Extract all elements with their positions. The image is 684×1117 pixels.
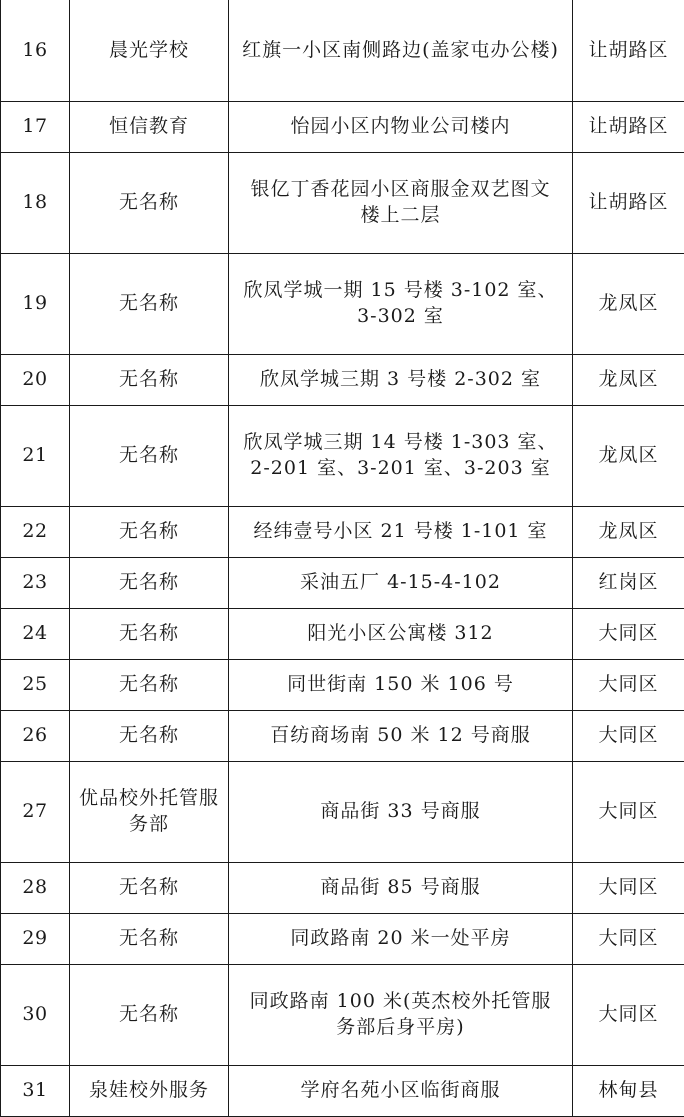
district: 龙凤区 — [573, 405, 684, 506]
table-row — [1, 506, 684, 557]
table-row — [1, 913, 684, 964]
institution-address: 采油五厂 4-15-4-102 — [229, 557, 573, 608]
table-row — [1, 1065, 684, 1116]
row-number: 20 — [1, 354, 70, 405]
row-number: 22 — [1, 506, 70, 557]
institution-name: 无名称 — [70, 710, 229, 761]
institution-name: 无名称 — [70, 913, 229, 964]
institution-address: 怡园小区内物业公司楼内 — [229, 101, 573, 152]
institution-name: 无名称 — [70, 964, 229, 1065]
table-row — [1, 354, 684, 405]
institution-name: 恒信教育 — [70, 101, 229, 152]
institution-address: 经纬壹号小区 21 号楼 1-101 室 — [229, 506, 573, 557]
institution-address: 同世街南 150 米 106 号 — [229, 659, 573, 710]
district: 大同区 — [573, 964, 684, 1065]
row-number: 24 — [1, 608, 70, 659]
district: 大同区 — [573, 913, 684, 964]
table-row — [1, 152, 684, 253]
district: 龙凤区 — [573, 253, 684, 354]
row-number: 19 — [1, 253, 70, 354]
institution-address: 银亿丁香花园小区商服金双艺图文楼上二层 — [229, 152, 573, 253]
row-number: 29 — [1, 913, 70, 964]
row-number: 23 — [1, 557, 70, 608]
institution-name: 无名称 — [70, 506, 229, 557]
table-row — [1, 253, 684, 354]
institution-address: 同政路南 100 米(英杰校外托管服务部后身平房) — [229, 964, 573, 1065]
institution-name: 无名称 — [70, 405, 229, 506]
district: 大同区 — [573, 710, 684, 761]
institution-name: 晨光学校 — [70, 0, 229, 101]
district: 龙凤区 — [573, 506, 684, 557]
institution-address: 商品街 33 号商服 — [229, 761, 573, 862]
district: 让胡路区 — [573, 0, 684, 101]
institution-address: 学府名苑小区临街商服 — [229, 1065, 573, 1116]
table-row — [1, 964, 684, 1065]
table-row — [1, 557, 684, 608]
table-row — [1, 405, 684, 506]
district: 龙凤区 — [573, 354, 684, 405]
institution-address: 阳光小区公寓楼 312 — [229, 608, 573, 659]
row-number: 30 — [1, 964, 70, 1065]
institution-name: 无名称 — [70, 862, 229, 913]
institution-name: 无名称 — [70, 659, 229, 710]
institution-name: 泉娃校外服务 — [70, 1065, 229, 1116]
table-row — [1, 659, 684, 710]
institution-name: 无名称 — [70, 354, 229, 405]
district: 让胡路区 — [573, 101, 684, 152]
row-number: 25 — [1, 659, 70, 710]
institution-address: 欣凤学城三期 14 号楼 1-303 室、2-201 室、3-201 室、3-203 室 — [229, 405, 573, 506]
district: 红岗区 — [573, 557, 684, 608]
district: 大同区 — [573, 659, 684, 710]
institution-name: 优品校外托管服务部 — [70, 761, 229, 862]
institution-name: 无名称 — [70, 557, 229, 608]
table-row — [1, 608, 684, 659]
row-number: 16 — [1, 0, 70, 101]
row-number: 28 — [1, 862, 70, 913]
row-number: 17 — [1, 101, 70, 152]
row-number: 26 — [1, 710, 70, 761]
row-number: 18 — [1, 152, 70, 253]
table-row — [1, 710, 684, 761]
table-row — [1, 0, 684, 101]
institution-address: 欣凤学城一期 15 号楼 3-102 室、3-302 室 — [229, 253, 573, 354]
row-number: 21 — [1, 405, 70, 506]
institution-address: 红旗一小区南侧路边(盖家屯办公楼) — [229, 0, 573, 101]
institution-address: 百纺商场南 50 米 12 号商服 — [229, 710, 573, 761]
row-number: 31 — [1, 1065, 70, 1116]
table-row — [1, 862, 684, 913]
district: 大同区 — [573, 608, 684, 659]
institution-name: 无名称 — [70, 152, 229, 253]
district: 林甸县 — [573, 1065, 684, 1116]
institution-address: 欣凤学城三期 3 号楼 2-302 室 — [229, 354, 573, 405]
institution-name: 无名称 — [70, 608, 229, 659]
table-row — [1, 761, 684, 862]
table-body — [1, 0, 684, 1116]
institution-address: 商品街 85 号商服 — [229, 862, 573, 913]
district: 大同区 — [573, 862, 684, 913]
institution-name: 无名称 — [70, 253, 229, 354]
district: 让胡路区 — [573, 152, 684, 253]
district: 大同区 — [573, 761, 684, 862]
table-row — [1, 101, 684, 152]
institution-address: 同政路南 20 米一处平房 — [229, 913, 573, 964]
row-number: 27 — [1, 761, 70, 862]
